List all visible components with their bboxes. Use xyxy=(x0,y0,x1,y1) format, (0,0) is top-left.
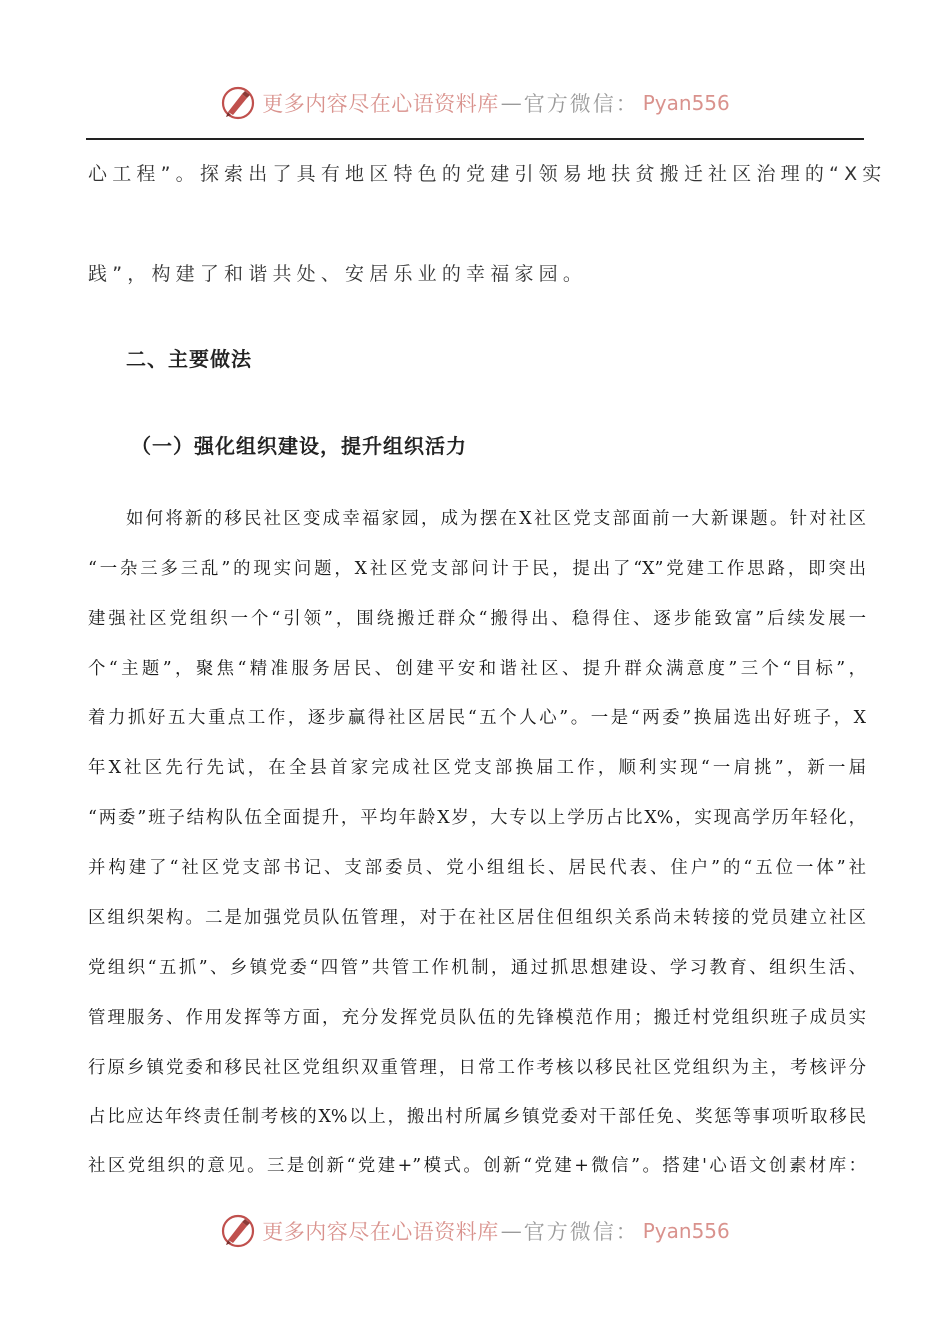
paragraph-line: “两委”班子结构队伍全面提升，平均年龄X岁，大专以上学历占比X%，实现高学历年轻化， xyxy=(88,808,866,828)
paragraph-line: “一杂三多三乱”的现实问题，X社区党支部问计于民，提出了“X”党建工作思路，即突出 xyxy=(88,559,866,579)
paragraph-line: 管理服务、作用发挥等方面，充分发挥党员队伍的先锋模范作用；搬迁村党组织班子成员实 xyxy=(88,1008,866,1028)
paragraph-line: 建强社区党组织一个“引领”，围绕搬迁群众“搬得出、稳得住、逐步能致富”后续发展一 xyxy=(88,609,866,629)
watermark-separator: — xyxy=(500,91,522,115)
watermark-wechat-id: Pyan556 xyxy=(642,91,730,115)
paragraph-line: 占比应达年终责任制考核的X%以上，搬出村所属乡镇党委对干部任免、奖惩等事项听取移民 xyxy=(88,1107,866,1127)
watermark-banner-bottom xyxy=(0,1209,950,1253)
paragraph-line: 着力抓好五大重点工作，逐步赢得社区居民“五个人心”。一是“两委”换届选出好班子，X xyxy=(88,708,866,728)
paragraph-line: 如何将新的移民社区变成幸福家园，成为摆在X社区党支部面前一大新课题。针对社区 xyxy=(126,509,866,529)
paragraph-line: 党组织“五抓”、乡镇党委“四管”共管工作机制，通过抓思想建设、学习教育、组织生活、 xyxy=(88,958,866,978)
pen-logo-icon xyxy=(220,85,256,121)
watermark-separator: — xyxy=(500,1219,522,1243)
subsection-heading: （一）强化组织建设，提升组织活力 xyxy=(131,434,467,458)
watermark-text: 更多内容尽在心语资料库 xyxy=(262,1220,499,1244)
continuation-line-2: 践”，构建了和谐共处、安居乐业的幸福家园。 xyxy=(88,263,588,285)
continuation-line-1: 心工程”。探索出了具有地区特色的党建引领易地扶贫搬迁社区治理的“X实 xyxy=(88,163,887,185)
paragraph-line: 个“主题”，聚焦“精准服务居民、创建平安和谐社区、提升群众满意度”三个“目标”， xyxy=(88,659,866,679)
watermark-banner-top xyxy=(0,81,950,125)
header-rule xyxy=(86,138,864,140)
section-heading: 二、主要做法 xyxy=(126,347,252,371)
paragraph-line: 并构建了“社区党支部书记、支部委员、党小组组长、居民代表、住户”的“五位一体”社 xyxy=(88,858,866,878)
watermark-wechat-id: Pyan556 xyxy=(642,1219,730,1243)
watermark-wechat-label: 官方微信： xyxy=(523,92,639,116)
paragraph-line: 行原乡镇党委和移民社区党组织双重管理，日常工作考核以移民社区党组织为主，考核评分 xyxy=(88,1058,866,1078)
watermark-text: 更多内容尽在心语资料库 xyxy=(262,92,499,116)
pen-logo-icon xyxy=(220,1213,256,1249)
paragraph-line: 社区党组织的意见。三是创新“党建+”模式。创新“党建+微信”。搭建'心语文创素材库： xyxy=(88,1156,866,1176)
paragraph-line: 年X社区先行先试，在全县首家完成社区党支部换届工作，顺利实现“一肩挑”，新一届 xyxy=(88,758,866,778)
paragraph-line: 区组织架构。二是加强党员队伍管理，对于在社区居住但组织关系尚未转接的党员建立社区 xyxy=(88,908,866,928)
watermark-wechat-label: 官方微信： xyxy=(523,1220,639,1244)
